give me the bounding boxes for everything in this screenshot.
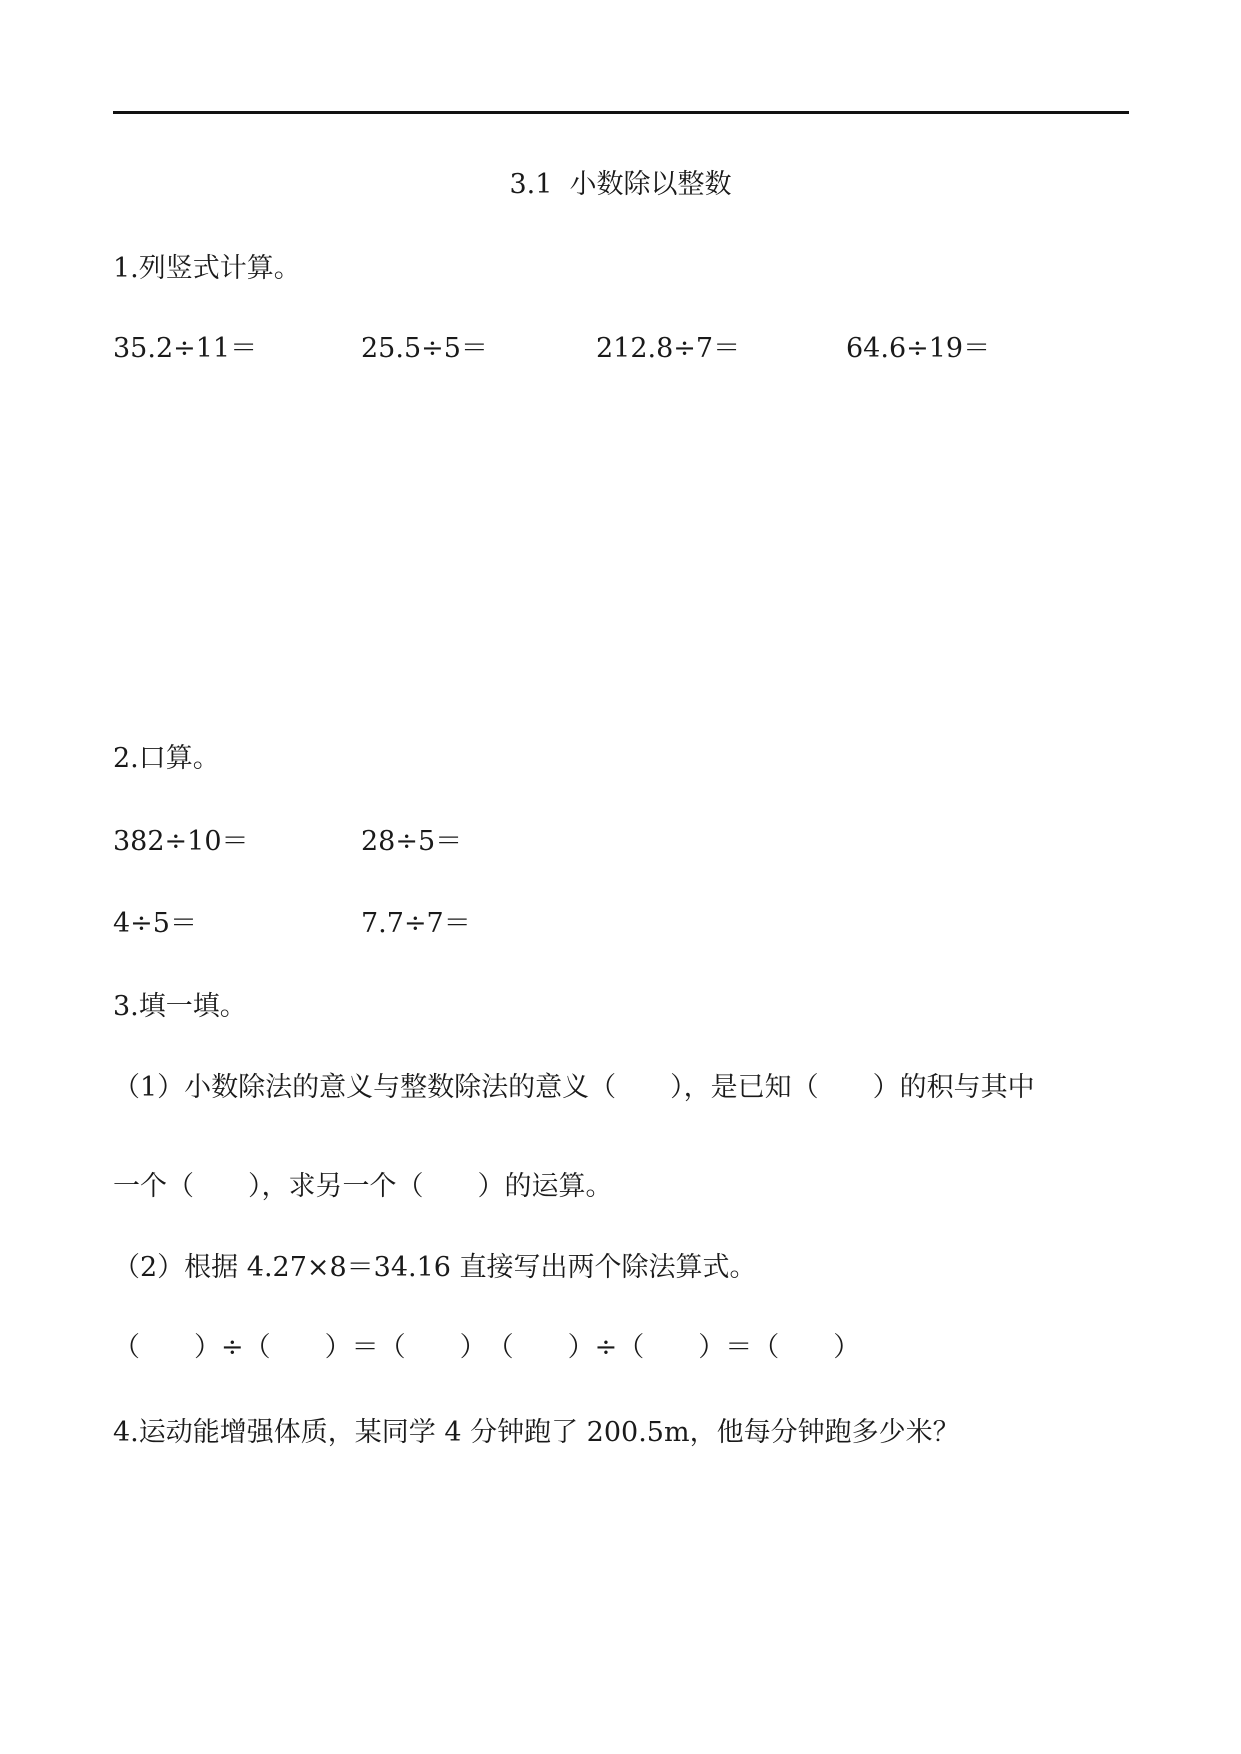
q3-part2-line1: （2）根据 4.27×8＝34.16 直接写出两个除法算式。 <box>113 1252 757 1283</box>
page-title: 3.1 小数除以整数 <box>509 169 732 200</box>
q2-item-4: 7.7÷7＝ <box>361 908 471 939</box>
q1-item-3: 212.8÷7＝ <box>596 333 741 364</box>
q2-item-1: 382÷10＝ <box>113 826 249 857</box>
q1-item-4: 64.6÷19＝ <box>846 333 991 364</box>
q3-part2-line2: （ ）÷（ ）＝（ ） （ ）÷（ ）＝（ ） <box>113 1332 861 1363</box>
q2-item-2: 28÷5＝ <box>361 826 463 857</box>
q1-item-1: 35.2÷11＝ <box>113 333 258 364</box>
q4-text: 4.运动能增强体质，某同学 4 分钟跑了 200.5m，他每分钟跑多少米？ <box>113 1417 960 1448</box>
q2-heading: 2.口算。 <box>113 743 220 774</box>
q3-part1-line2: 一个（ ），求另一个（ ）的运算。 <box>113 1171 613 1202</box>
q3-part1-line1: （1）小数除法的意义与整数除法的意义（ ），是已知（ ）的积与其中 <box>113 1072 1035 1103</box>
q2-item-3: 4÷5＝ <box>113 908 197 939</box>
q3-heading: 3.填一填。 <box>113 991 247 1022</box>
header-rule <box>113 111 1129 114</box>
q1-heading: 1.列竖式计算。 <box>113 253 301 284</box>
q1-item-2: 25.5÷5＝ <box>361 333 488 364</box>
